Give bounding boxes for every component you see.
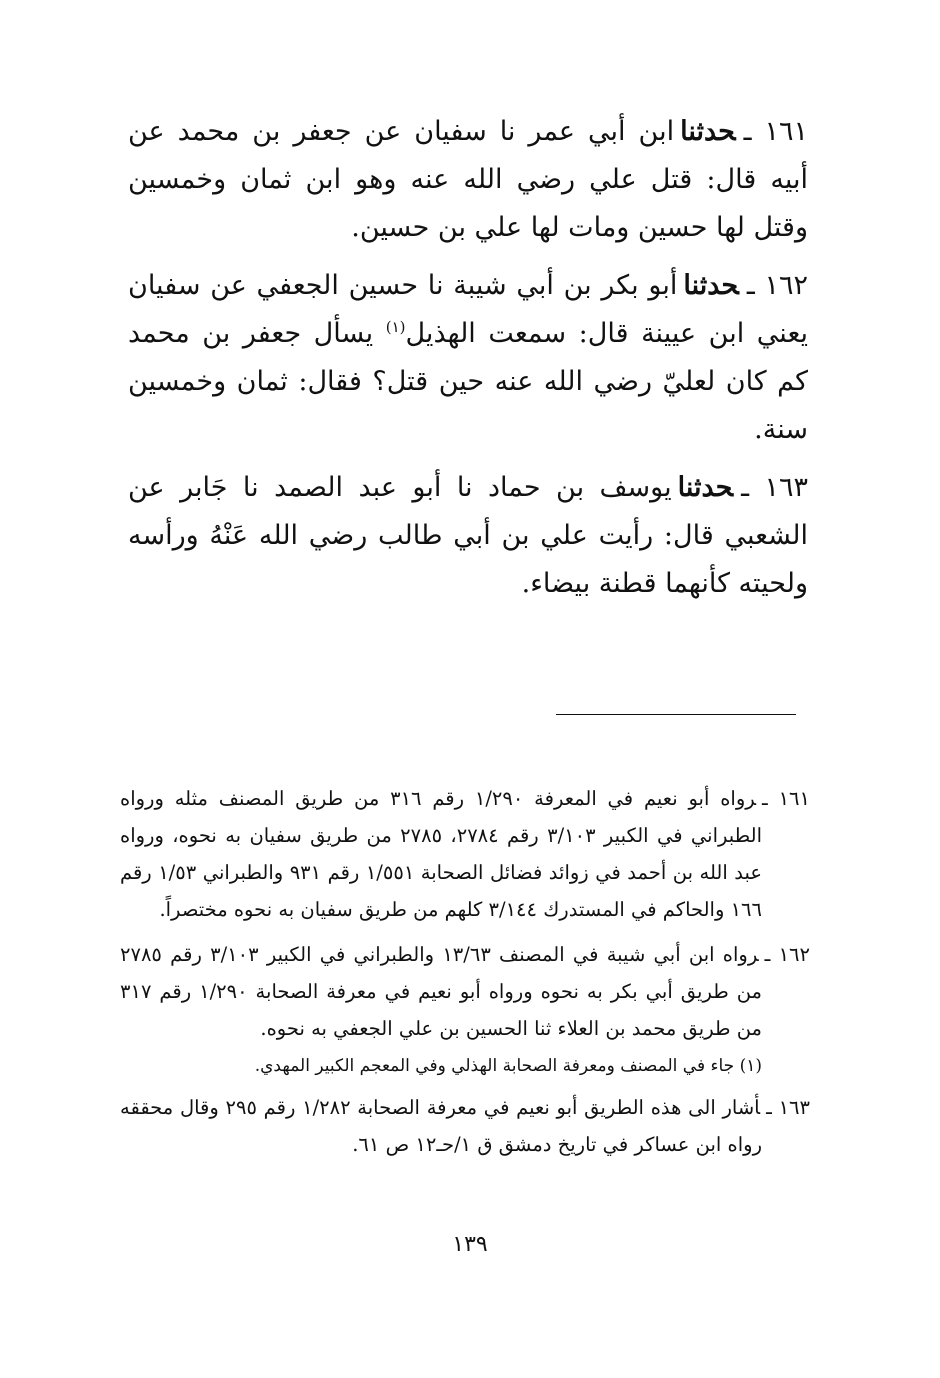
hadith-text: ابن أبي عمر نا سفيان عن جعفر بن محمد عن أبيه قال: قتل علي رضي الله عنه وهو ابن ثمان وخمسين وقتل لها حسين ومات لها علي بن حسين. [128, 116, 808, 243]
hadith-text: أبو بكر بن أبي شيبة نا حسين الجعفي عن سفيان يعني ابن عيينة قال: سمعت الهذيل [128, 270, 808, 349]
footnotes [120, 780, 810, 1171]
main-text [128, 108, 808, 618]
footnote-number: ١٦١ ـ [762, 787, 810, 810]
footnote-text: رواه أبو نعيم في المعرفة ١/٢٩٠ رقم ٣١٦ من طريق المصنف مثله ورواه الطبراني في الكبير ٣/١٠٣ رقم ٢٧٨٤، ٢٧٨٥ من طريق سفيان به نحوه، ورواه عبد الله بن أحمد في زوائد فضائل الصحابة ١/٥٥١ رقم ٩٣١ والطبراني ١/٥٣ رقم ١٦٦ والحاكم في المستدرك ٣/١٤٤ كلهم من طريق سفيان به نحوه مختصراً. [120, 787, 762, 921]
page-number: ١٣٩ [452, 1232, 488, 1257]
hadith-number: ١٦٣ ـ [741, 472, 808, 503]
footnote-163 [120, 1089, 810, 1163]
hadith-number: ١٦١ ـ [743, 116, 808, 147]
footnote-162 [120, 936, 810, 1047]
hadith-number: ١٦٢ ـ [746, 270, 808, 301]
footnote-161 [120, 780, 810, 928]
footnote-text: رواه ابن أبي شيبة في المصنف ١٣/٦٣ والطبراني في الكبير ٣/١٠٣ رقم ٢٧٨٥ من طريق أبي بكر به نحوه ورواه أبو نعيم في معرفة الصحابة ١/٢٩٠ رقم ٣١٧ من طريق محمد بن العلاء ثنا الحسين بن علي الجعفي به نحوه. [120, 943, 762, 1040]
subnote: (١) جاء في المصنف ومعرفة الصحابة الهذلي وفي المعجم الكبير المهدي. [254, 1056, 762, 1076]
footnote-divider [556, 714, 796, 715]
hadith-lead: حدثنا [680, 116, 736, 147]
hadith-lead: حدثنا [677, 472, 734, 503]
hadith-lead: حدثنا [683, 270, 739, 301]
hadith-161 [128, 108, 808, 252]
footnote-text: أشار الى هذه الطريق أبو نعيم في معرفة الصحابة ١/٢٨٢ رقم ٢٩٥ وقال محققه رواه ابن عساكر في تاريخ دمشق ق ١/حـ١٢ ص ٦١. [120, 1096, 762, 1156]
hadith-163 [128, 464, 808, 608]
hadith-162 [128, 262, 808, 454]
footnote-ref: (١) [385, 318, 406, 336]
footnote-number: ١٦٢ ـ [764, 943, 810, 966]
hadith-text-continued: يسأل جعفر بن محمد كم كان لعليّ رضي الله عنه حين قتل؟ فقال: ثمان وخمسين سنة. [128, 318, 808, 445]
footnote-number: ١٦٣ ـ [766, 1096, 810, 1119]
hadith-text: يوسف بن حماد نا أبو عبد الصمد نا جَابر عن الشعبي قال: رأيت علي بن أبي طالب رضي الله عَنْهُ ورأسه ولحيته كأنهما قطنة بيضاء. [128, 472, 808, 599]
